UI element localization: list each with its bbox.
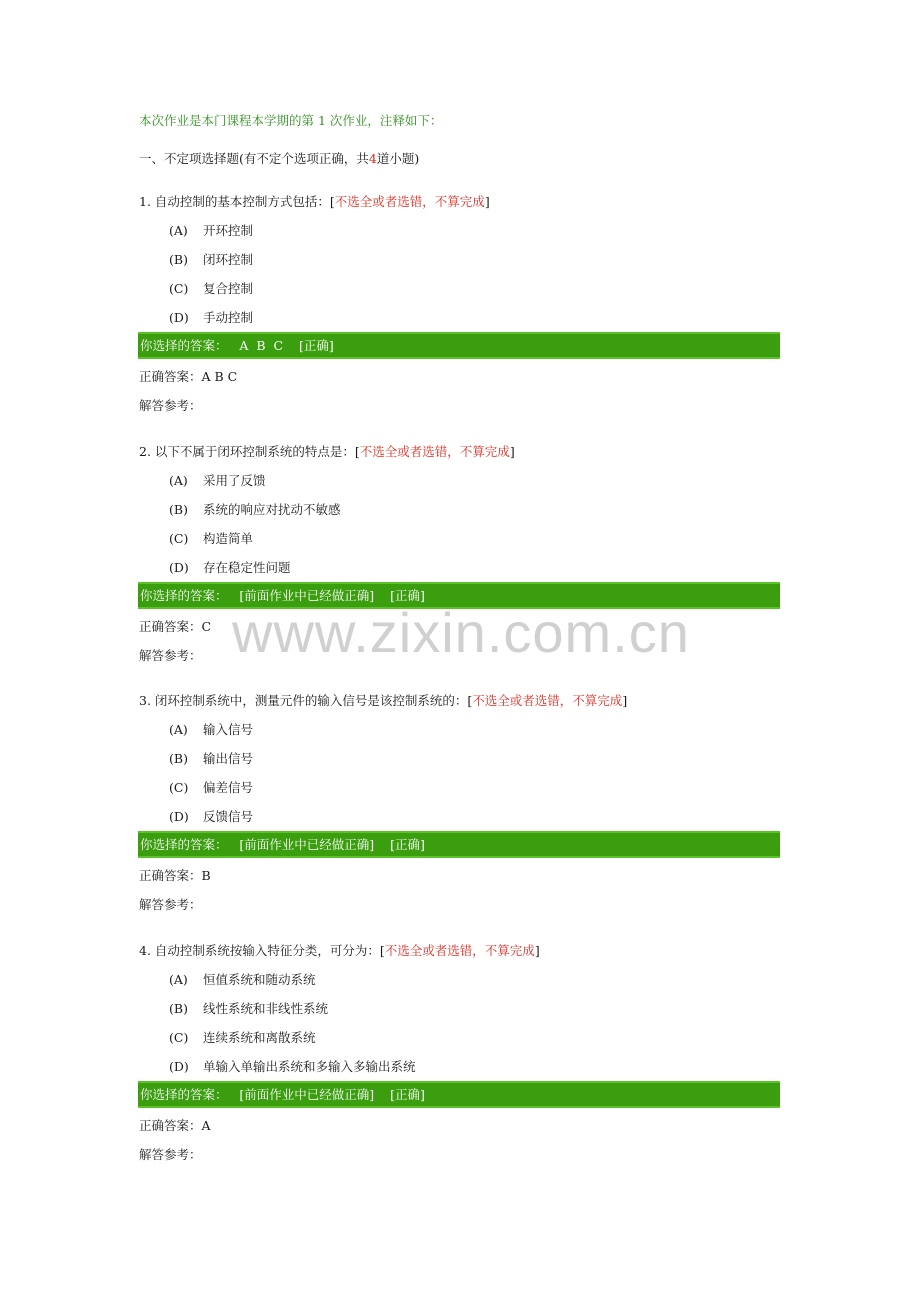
option-letter: (B) [169,252,188,267]
bracket-open: [ [329,194,335,209]
option-text: 构造简单 [203,531,254,546]
option-letter: (D) [169,1059,189,1074]
option-text: 单输入单输出系统和多输入多输出系统 [203,1059,416,1074]
option-text: 系统的响应对扰动不敏感 [203,502,341,517]
completion-note: 不选全或者选错，不算完成 [359,444,510,459]
question-3 [139,693,627,709]
option-letter: (D) [169,310,189,325]
section-heading [139,151,419,167]
bracket-open: [ [379,943,385,958]
correct-answer: 正确答案：A [139,1118,211,1133]
answer-reference: 解答参考： [139,398,202,413]
question-text: 3. 闭环控制系统中，测量元件的输入信号是该控制系统的： [139,693,468,708]
your-answer-bar [138,831,780,858]
correct-answer: 正确答案：B [139,868,211,883]
completion-note: 不选全或者选错，不算完成 [384,943,535,958]
your-answer-bar [138,582,780,609]
answer-reference: 解答参考： [139,1147,202,1162]
question-count: 4 [368,151,377,166]
option-letter: (A) [169,972,188,987]
section-suffix: 道小题) [376,151,420,166]
bracket-close: ] [534,943,540,958]
question-4 [139,943,540,959]
your-answer-bar [138,1081,780,1108]
answer-reference: 解答参考： [139,897,202,912]
option-text: 线性系统和非线性系统 [203,1001,329,1016]
option-text: 闭环控制 [203,252,254,267]
question-text: 4. 自动控制系统按输入特征分类，可分为： [139,943,380,958]
option-text: 输出信号 [203,751,254,766]
option-letter: (C) [169,281,189,296]
your-answer-text: 你选择的答案： [前面作业中已经做正确] [正确] [140,837,425,852]
option-text: 采用了反馈 [203,473,266,488]
question-text: 1. 自动控制的基本控制方式包括： [139,194,330,209]
option-text: 恒值系统和随动系统 [203,972,316,987]
bracket-open: [ [467,693,473,708]
option-text: 输入信号 [203,722,254,737]
question-text: 2. 以下不属于闭环控制系统的特点是： [139,444,355,459]
correct-answer: 正确答案：A B C [139,369,238,384]
option-text: 手动控制 [203,310,254,325]
your-answer-text: 你选择的答案： A B C [正确] [140,338,334,353]
correct-answer: 正确答案：C [139,619,212,634]
intro-text: 本次作业是本门课程本学期的第 1 次作业，注释如下： [139,113,443,128]
option-letter: (C) [169,531,189,546]
bracket-open: [ [354,444,360,459]
your-answer-bar [138,332,780,359]
option-text: 复合控制 [203,281,254,296]
bracket-close: ] [509,444,515,459]
option-letter: (B) [169,751,188,766]
answer-reference: 解答参考： [139,648,202,663]
bracket-close: ] [484,194,490,209]
option-letter: (A) [169,223,188,238]
option-letter: (C) [169,780,189,795]
watermark: www.zixin.com.cn [232,601,690,664]
your-answer-text: 你选择的答案： [前面作业中已经做正确] [正确] [140,1087,425,1102]
option-letter: (A) [169,473,188,488]
option-text: 反馈信号 [203,809,254,824]
option-letter: (A) [169,722,188,737]
option-letter: (D) [169,560,189,575]
your-answer-text: 你选择的答案： [前面作业中已经做正确] [正确] [140,588,425,603]
option-text: 偏差信号 [203,780,254,795]
completion-note: 不选全或者选错，不算完成 [472,693,623,708]
question-2 [139,444,515,460]
option-letter: (B) [169,1001,188,1016]
section-prefix: 一、不定项选择题(有不定个选项正确，共 [139,151,369,166]
completion-note: 不选全或者选错，不算完成 [334,194,485,209]
option-letter: (C) [169,1030,189,1045]
option-letter: (D) [169,809,189,824]
option-text: 存在稳定性问题 [203,560,291,575]
option-letter: (B) [169,502,188,517]
question-1 [139,194,490,210]
option-text: 连续系统和离散系统 [203,1030,316,1045]
option-text: 开环控制 [203,223,254,238]
bracket-close: ] [622,693,628,708]
